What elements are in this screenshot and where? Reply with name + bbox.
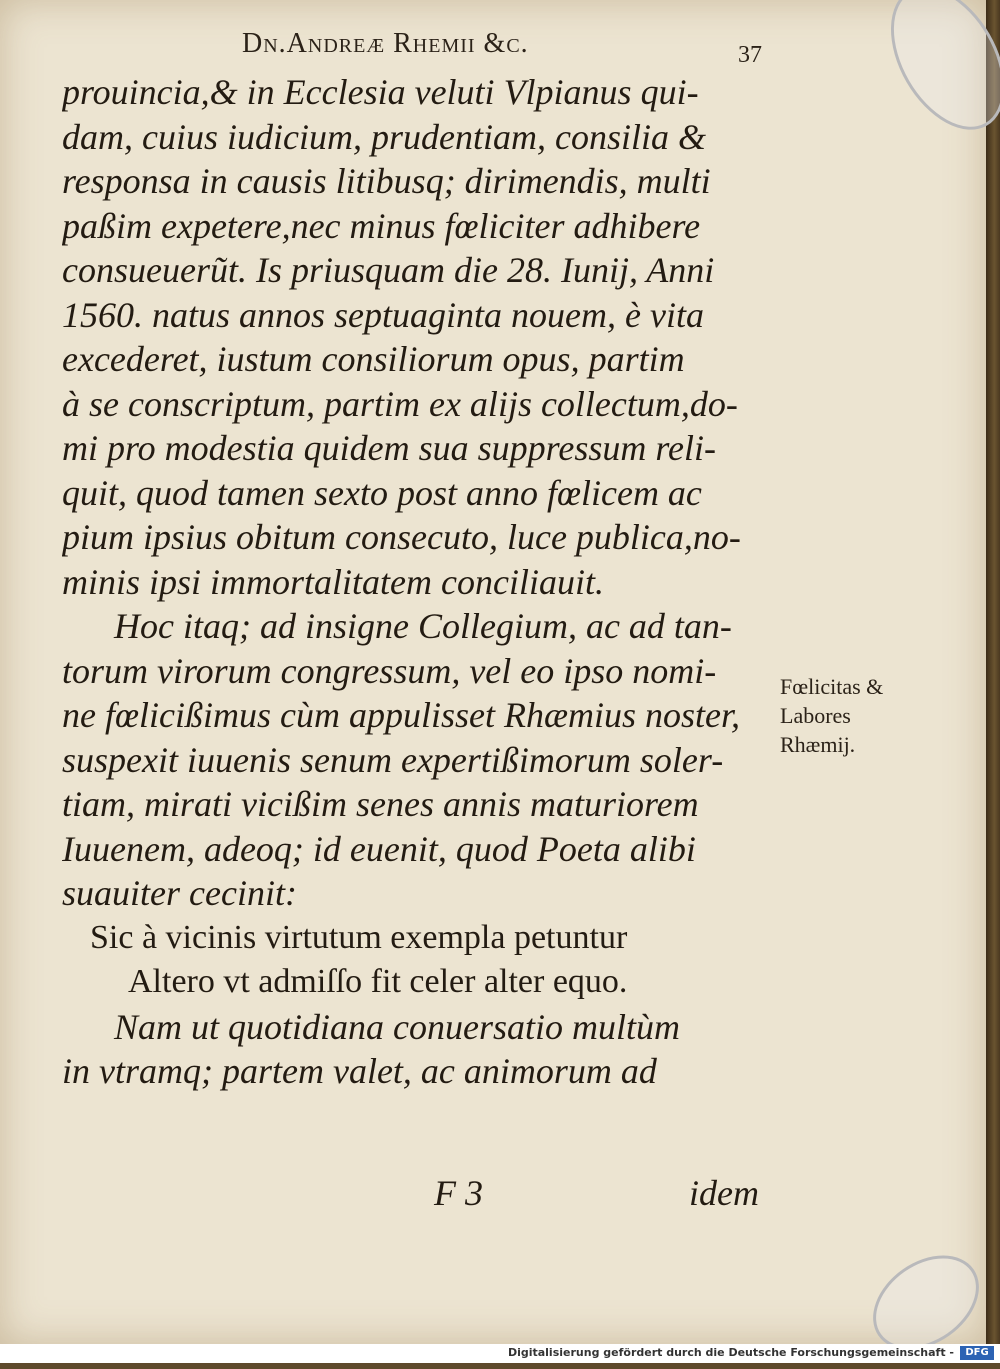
margin-note-line: Labores: [780, 703, 851, 728]
margin-note-line: Rhæmij.: [780, 732, 856, 757]
page-edge: [986, 0, 1000, 1344]
text-line: 1560. natus annos septuaginta nouem, è vita: [62, 294, 704, 335]
text-line: prouincia,& in Ecclesia veluti Vlpianus qui-: [62, 72, 699, 112]
text-line: tiam, mirati vicißim senes annis maturiorem: [62, 784, 699, 824]
page-footer: [62, 1172, 767, 1212]
catchword: idem: [689, 1173, 759, 1213]
text-line: pium ipsius obitum consecuto, luce publica,no-: [62, 517, 741, 557]
text-line: Nam ut quotidiana conuersatio multùm: [114, 1006, 680, 1047]
page-number: 37: [738, 42, 762, 68]
text-line: à se conscriptum, partim ex alijs collectum,do-: [62, 383, 738, 424]
text-line: ne fœlicißimus cùm appulisset Rhæmius noster,: [62, 695, 740, 735]
verse-line: Sic à vicinis virtutum exempla petuntur: [90, 918, 628, 956]
text-line: paßim expetere,nec minus fœliciter adhibere: [62, 205, 701, 246]
funding-notice: Digitalisierung gefördert durch die Deutsche Forschungsgemeinschaft -: [507, 1346, 954, 1359]
text-line: suauiter cecinit:: [62, 873, 297, 913]
text-line: quit, quod tamen sexto post anno fœlicem ac: [62, 472, 702, 513]
text-line: in vtramq; partem valet, ac animorum ad: [62, 1051, 657, 1091]
text-line: Iuuenem, adeoq; id euenit, quod Poeta alibi: [62, 828, 696, 869]
digitization-footer: [0, 1344, 1000, 1363]
signature-mark: F 3: [434, 1173, 483, 1213]
text-line: excederet, iustum consiliorum opus, partim: [62, 339, 685, 379]
text-line: Hoc itaq; ad insigne Collegium, ac ad tan-: [114, 606, 732, 646]
text-line: suspexit iuuenis senum expertißimorum soler-: [62, 739, 724, 780]
text-line: minis ipsi immortalitatem conciliauit.: [62, 561, 604, 602]
margin-note: [780, 672, 883, 759]
text-line: torum virorum congressum, vel eo ipso nomi-: [62, 650, 717, 691]
text-line: consueuerũt. Is priusquam die 28. Iunij, Anni: [62, 250, 715, 290]
running-header: Dn.Andreæ Rhemii &c.: [242, 28, 529, 59]
text-line: dam, cuius iudicium, prudentiam, consilia &: [62, 116, 706, 157]
body-text: [62, 70, 767, 1094]
text-line: mi pro modestia quidem sua suppressum reli-: [62, 428, 716, 468]
dfg-logo-icon: DFG: [960, 1346, 994, 1360]
margin-note-line: Fœlicitas &: [780, 674, 884, 699]
verse-line: Altero vt admiſſo fit celer alter equo.: [128, 963, 628, 1000]
text-line: responsa in causis litibusq; dirimendis, multi: [62, 161, 711, 201]
